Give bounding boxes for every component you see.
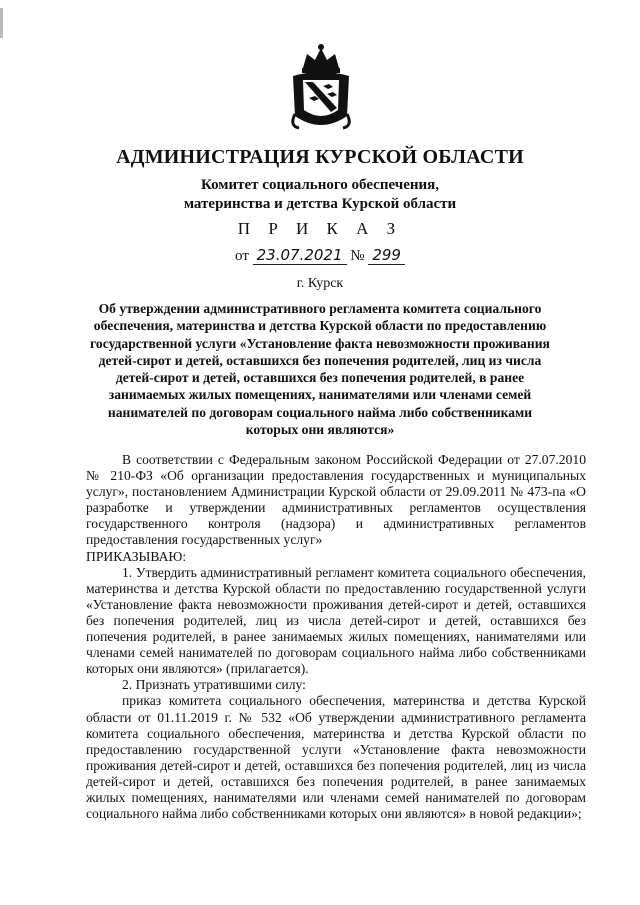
kursk-coat-of-arms-icon [289,42,353,134]
document-body [86,452,586,822]
preamble-paragraph: В соответствии с Федеральным законом Российской Федерации от 27.07.2010 № 210-ФЗ «Об организации предоставления государственных и муниципальных услуг», постановлением Администрации Курской области от 29.09.2011 № 473-па «О разработке и утверждении административных регламентов осуществления государственного контроля (надзора) и административных регламентов предоставления государственных услуг» [86,452,586,548]
committee-name [0,176,640,214]
order-word: ПРИКАЗЫВАЮ: [86,548,187,564]
committee-line-1: Комитет социального обеспечения, [200,177,440,193]
document-number: 299 [368,246,405,265]
date-number-line [0,246,640,265]
committee-line-2: материнства и детства Курской области [183,196,457,212]
from-label: от [235,248,249,264]
document-title: Об утверждении административного регламента комитета социального обеспечения, материнства и детства Курской области по предоставлению государственной услуги «Установление факта невозможности проживания детей-сирот и детей, оставшихся без попечения родителей, лиц из числа детей-сирот и детей, оставшихся без попечения родителей, в ранее занимаемых жилых помещениях, нанимателями или членами семей нанимателей по договорам социального найма либо собственниками которых они являются» [90,301,550,438]
scan-margin-mark [0,8,3,38]
document-type: П Р И К А З [237,219,403,238]
organization-name: АДМИНИСТРАЦИЯ КУРСКОЙ ОБЛАСТИ [116,146,524,168]
item-1-paragraph: 1. Утвердить административный регламент комитета социального обеспечения, материнства и детства Курской области по предоставлению государственной услуги «Установление факта невозможности проживания детей-сирот и детей, оставшихся без попечения родителей, лиц из числа детей-сирот и детей, оставшихся без попечения родителей, в ранее занимаемых жилых помещениях, нанимателями или членами семей нанимателей по договорам социального найма либо собственниками которых они являются» (прилагается). [86,564,586,677]
document-date: 23.07.2021 [253,246,347,265]
item-2-paragraph: 2. Признать утратившими силу: [122,677,306,693]
item-2-sub-paragraph: приказ комитета социального обеспечения, материнства и детства Курской области от 01.11.2019 г. № 532 «Об утверждении административного регламента комитета социального обеспечения, материнства и детства Курской области по предоставлению государственной услуги «Установление факта невозможности проживания детей-сирот и детей, оставшихся без попечения родителей, лиц из числа детей-сирот и детей, оставшихся без попечения родителей, в ранее занимаемых жилых помещениях, нанимателями или членами семей нанимателей по договорам социального найма либо собственниками которых они являются» в новой редакции»; [86,693,586,822]
city: г. Курск [296,276,344,291]
number-label: № [350,248,365,264]
